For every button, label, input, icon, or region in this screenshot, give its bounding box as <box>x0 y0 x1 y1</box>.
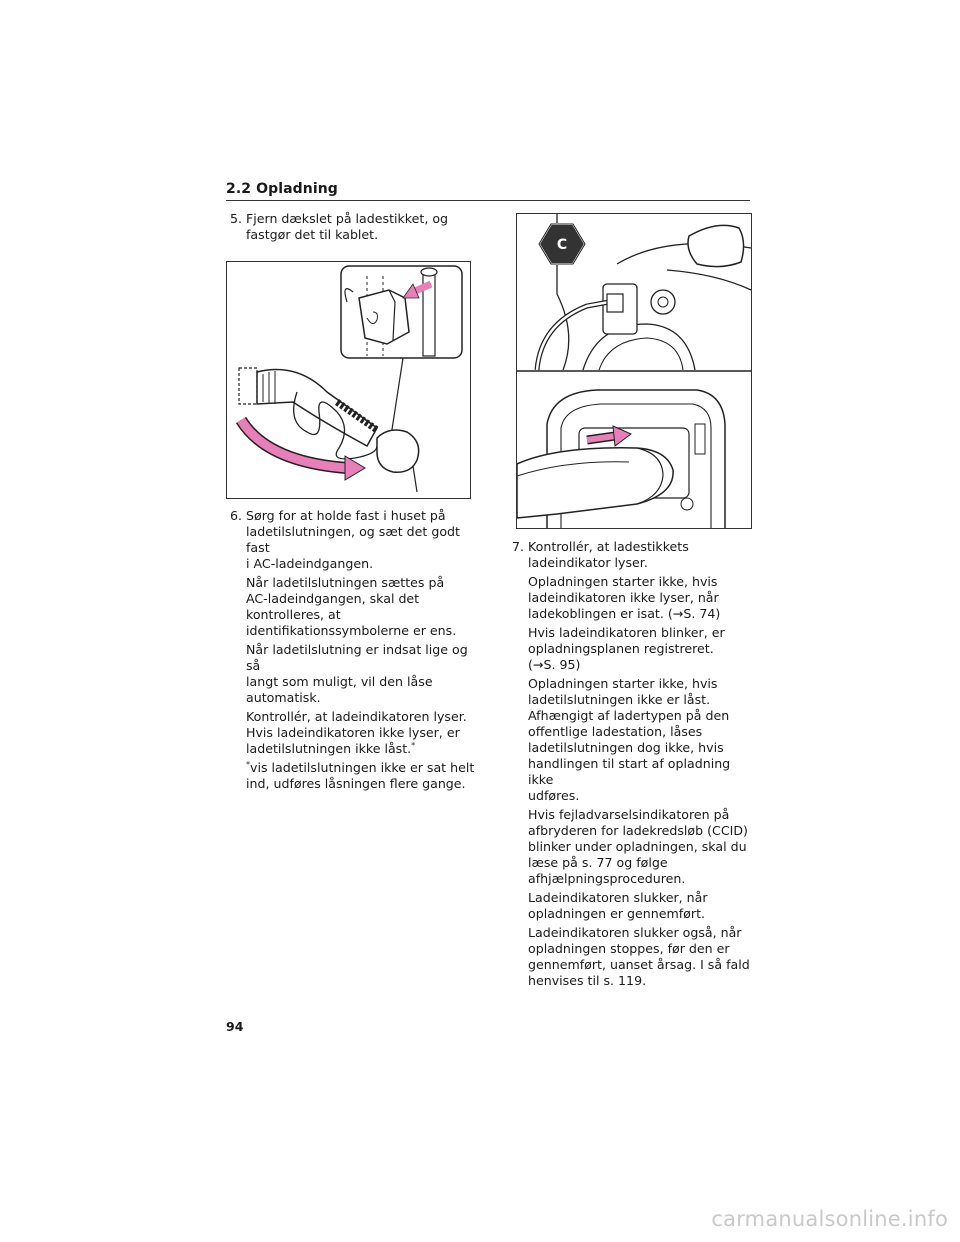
step-note: Når ladetilslutningen sættes på AC-ladeindgangen, skal det kontrolleres, at identifikationssymbolerne er ens. <box>246 575 457 638</box>
inlet-illustration <box>517 214 751 528</box>
step-note: Hvis ladeindikatoren blinker, er opladningsplanen registreret. (→S. 95) <box>528 625 725 672</box>
step-number: 6. <box>230 508 243 523</box>
section-title: 2.2 Opladning <box>226 181 338 197</box>
step-note: Når ladetilslutning er indsat lige og så langt som muligt, vil den låse automatisk. <box>246 642 468 705</box>
left-column-step6 <box>226 508 476 795</box>
right-column <box>508 539 753 992</box>
step-note: Opladningen starter ikke, hvis ladeindikatoren ikke lyser, når ladekoblingen er isat. (→S. 74) <box>528 574 721 621</box>
footnote: *vis ladetilslutningen ikke er sat helt ind, udføres låsningen flere gange. <box>246 759 475 791</box>
step-note: Opladningen starter ikke, hvis ladetilslutningen ikke er låst. Afhængigt af ladertypen på den offentlige ladestation, låses ladetilslutningen dog ikke, hvis handlingen til start af opladning ikke udføres. <box>528 676 731 803</box>
page-number: 94 <box>226 1019 244 1034</box>
section-header <box>226 178 750 201</box>
step-number: 7. <box>512 539 525 554</box>
step-note: Hvis fejladvarselsindikatoren på afbryderen for ladekredsløb (CCID) blinker under opladningen, skal du læse på s. 77 og følge afhjælpningsproceduren. <box>528 807 748 886</box>
step-text: Kontrollér, at ladestikkets ladeindikator lyser. <box>528 539 689 570</box>
step-note: Kontrollér, at ladeindikatoren lyser. Hvis ladeindikatoren ikke lyser, er ladetilslutningen ikke låst.* <box>246 709 467 756</box>
step-6 <box>226 508 476 792</box>
step-note: Ladeindikatoren slukker, når opladningen er gennemført. <box>528 890 708 921</box>
step-5 <box>226 211 476 243</box>
left-column <box>226 211 476 246</box>
step-number: 5. <box>230 211 243 226</box>
plug-illustration <box>227 262 470 498</box>
step-text: Fjern dækslet på ladestikket, og fastgør det til kablet. <box>246 211 449 242</box>
step-note: Ladeindikatoren slukker også, når opladningen stoppes, før den er gennemført, uanset årsag. I så fald henvises til s. 119. <box>528 925 750 988</box>
step-7 <box>508 539 753 989</box>
badge-letter: C <box>556 237 568 253</box>
watermark: carmanualsonline.info <box>711 1207 948 1231</box>
footnote-marker: * <box>246 759 250 769</box>
figure-charging-inlet <box>516 213 752 529</box>
step-text: Sørg for at holde fast i huset på ladetilslutningen, og sæt det godt fast i AC-ladeindgangen. <box>246 508 460 571</box>
figure-charging-plug-cover <box>226 261 471 499</box>
footnote-marker: * <box>411 740 416 750</box>
